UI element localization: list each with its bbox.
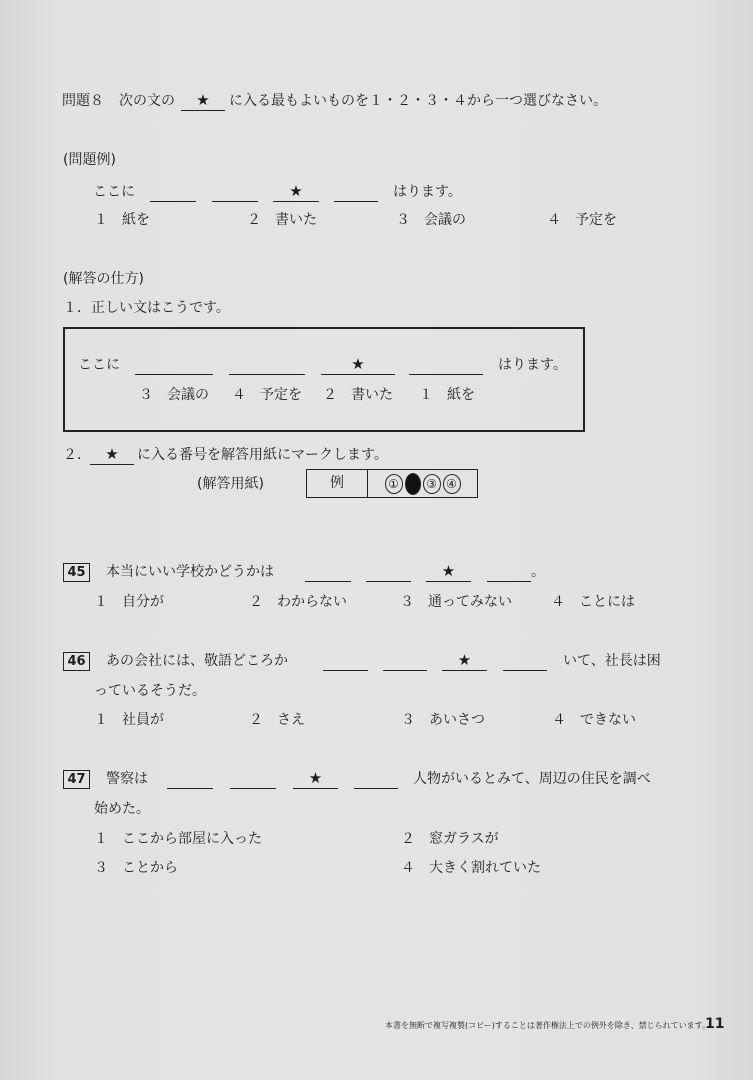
star-icon: ★ (105, 445, 119, 463)
answer-sheet (306, 469, 478, 498)
example-title: (問題例) (63, 152, 116, 168)
question-number-47: 47 (63, 770, 90, 789)
problem-label: 問題８ (62, 93, 104, 109)
answer-example-cell: 例 (307, 470, 368, 497)
star-icon: ★ (196, 91, 210, 109)
answer-sheet-label: (解答用紙) (197, 476, 264, 492)
box-blank-1 (135, 356, 213, 375)
copyright-notice: 本書を無断で複写複製(コピー)することは著作権法上での例外を除き、禁じられています。 (385, 1021, 710, 1030)
method-step2-text: に入る番号を解答用紙にマークします。 (137, 447, 388, 463)
method-step2-num: ２． (63, 447, 91, 463)
q47-blank-1 (167, 770, 213, 789)
star-icon: ★ (457, 651, 472, 669)
q46-text-start: あの会社には、敬語どころか (106, 653, 288, 669)
q47-blank-2 (230, 770, 276, 789)
q45-option-3: ３ 通ってみない (400, 594, 512, 610)
page-number: 11 (705, 1016, 725, 1032)
q46-blank-2 (383, 652, 427, 671)
example-blank-2 (212, 183, 258, 202)
q46-blank-1 (323, 652, 368, 671)
example-option-4: ４ 予定を (547, 212, 617, 228)
q47-option-3: ３ ことから (94, 860, 178, 876)
star-icon: ★ (441, 562, 456, 580)
q46-blank-4 (503, 652, 547, 671)
box-blank-2 (229, 356, 305, 375)
q46-text-line2: っているそうだ。 (94, 683, 206, 699)
instruction-post: に入る最もよいものを１・２・３・４から一つ選びなさい。 (229, 93, 607, 109)
q46-text-end: いて、社長は困 (563, 653, 661, 669)
method-title: (解答の仕方) (63, 271, 144, 287)
example-option-2: ２ 書いた (247, 212, 317, 228)
answer-mark-3: ③ (423, 474, 441, 494)
example-option-1: １ 紙を (94, 212, 150, 228)
q46-option-4: ４ できない (552, 712, 636, 728)
q46-option-2: ２ さえ (249, 712, 305, 728)
box-item-2: ４ 予定を (232, 387, 302, 403)
q45-blank-2 (366, 563, 411, 582)
example-sentence-end: はります。 (393, 184, 462, 200)
box-item-1: ３ 会議の (139, 387, 209, 403)
q45-option-4: ４ ことには (551, 594, 635, 610)
answer-mark-2-filled: ● (405, 473, 421, 495)
q45-blank-4 (487, 563, 531, 582)
star-icon: ★ (308, 769, 323, 787)
example-option-3: ３ 会議の (396, 212, 466, 228)
box-sentence-start: ここに (78, 357, 120, 373)
box-blank-4 (409, 356, 483, 375)
q45-text-end: 。 (531, 564, 545, 580)
star-icon: ★ (351, 355, 365, 373)
q47-option-4: ４ 大きく割れていた (401, 860, 541, 876)
answer-mark-4: ④ (443, 474, 461, 494)
example-blank-1 (150, 183, 196, 202)
box-sentence-end: はります。 (498, 357, 567, 373)
q47-blank-4 (354, 770, 398, 789)
answer-box (63, 327, 585, 432)
example-blank-4 (334, 183, 378, 202)
box-item-4: １ 紙を (419, 387, 475, 403)
question-number-46: 46 (63, 652, 90, 671)
q45-text-start: 本当にいい学校かどうかは (106, 564, 274, 580)
q47-text-end: 人物がいるとみて、周辺の住民を調べ (413, 771, 651, 787)
q47-option-1: １ ここから部屋に入った (94, 831, 262, 847)
q47-option-2: ２ 窓ガラスが (401, 831, 499, 847)
answer-mark-1: ① (385, 474, 403, 494)
box-item-3: ２ 書いた (323, 387, 393, 403)
q46-option-3: ３ あいさつ (401, 712, 485, 728)
star-icon: ★ (289, 182, 303, 200)
q45-blank-1 (305, 563, 351, 582)
q45-option-1: １ 自分が (94, 594, 164, 610)
q47-text-line2: 始めた。 (94, 801, 150, 817)
method-step1: １．正しい文はこうです。 (63, 300, 230, 316)
answer-marks (368, 470, 477, 497)
instruction-pre: 次の文の (119, 93, 175, 109)
question-number-45: 45 (63, 563, 90, 582)
q45-option-2: ２ わからない (249, 594, 347, 610)
q47-text-start: 警察は (106, 771, 148, 787)
q46-option-1: １ 社員が (94, 712, 164, 728)
example-sentence-start: ここに (93, 184, 135, 200)
